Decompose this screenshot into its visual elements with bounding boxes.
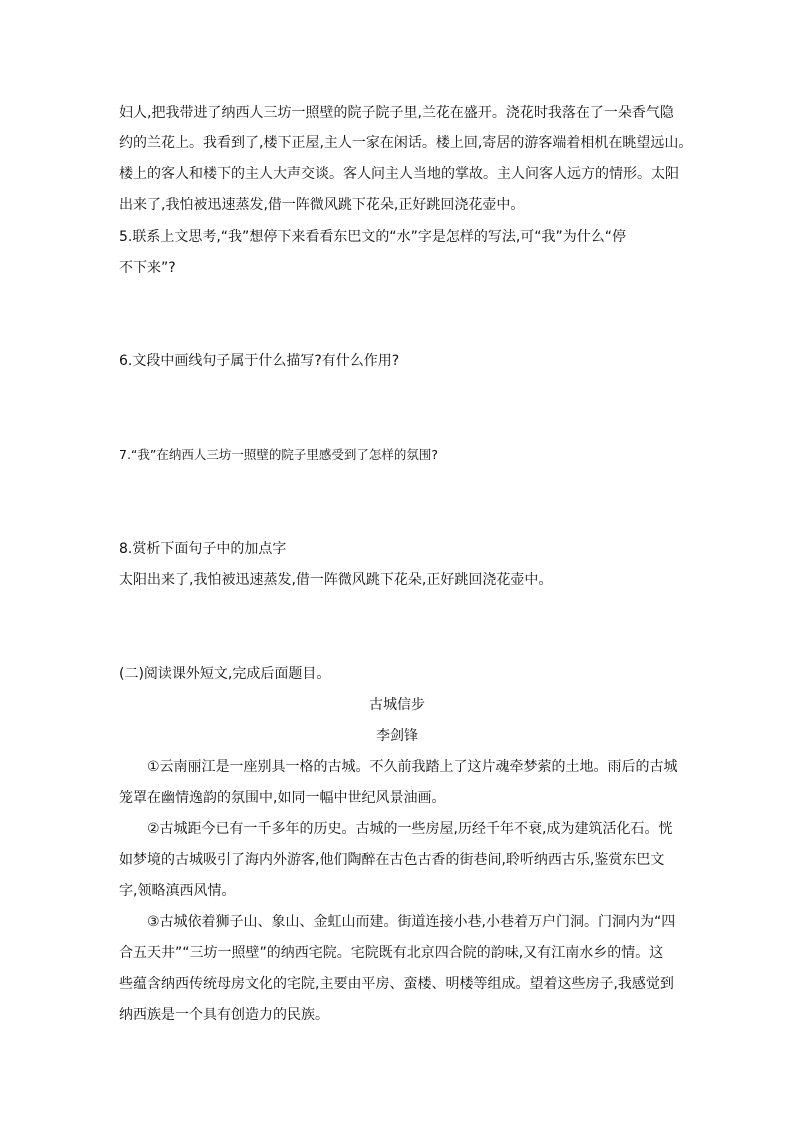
paragraph-1-line: 笼罩在幽情逸韵的氛围中,如同一幅中世纪风景油画。 — [119, 790, 446, 806]
paragraph-3-line: 纳西族是一个具有创造力的民族。 — [119, 1007, 329, 1023]
article-author: 李剑锋 — [376, 728, 418, 744]
question-8-sentence: 太阳出来了,我怕被迅速蒸发,借一阵微风跳下花朵,正好跳回浇花壶中。 — [119, 572, 553, 588]
passage-line: 出来了,我怕被迅速蒸发,借一阵微风跳下花朵,正好跳回浇花壶中。 — [119, 197, 525, 213]
passage-line: 妇人,把我带进了纳西人三坊一照壁的院子院子里,兰花在盛开。浇花时我落在了一朵香气隐 — [119, 105, 674, 121]
question-6: 6.文段中画线句子属于什么描写?有什么作用? — [119, 353, 400, 369]
section-heading: (二)阅读课外短文,完成后面题目。 — [119, 666, 331, 682]
question-5-continued: 不下来”? — [119, 260, 176, 276]
paragraph-3-line: ③古城依着狮子山、象山、金虹山而建。街道连接小巷,小巷着万户门洞。门洞内为“四 — [147, 914, 676, 930]
paragraph-2-line: 字,领略滇西风情。 — [119, 883, 236, 899]
question-8: 8.赏析下面句子中的加点字 — [119, 541, 287, 557]
question-7: 7.“我”在纳西人三坊一照壁的院子里感受到了怎样的氛围? — [119, 447, 439, 462]
paragraph-3-line: 合五天井”“三坊一照壁”的纳西宅院。宅院既有北京四合院的韵味,又有江南水乡的情。这 — [119, 945, 664, 961]
question-5: 5.联系上文思考,“我”想停下来看看东巴文的“水”字是怎样的写法,可“我”为什么“停 — [119, 229, 627, 245]
paragraph-2-line: 如梦境的古城吸引了海内外游客,他们陶醉在古色古香的街巷间,聆听纳西古乐,鉴赏东巴文 — [119, 852, 665, 868]
passage-line: 约的兰花上。我看到了,楼下正屋,主人一家在闲话。楼上回,寄居的游客端着相机在眺望远山。 — [119, 135, 693, 151]
paragraph-2-line: ②古城距今已有一千多年的历史。古城的一些房屋,历经千年不衰,成为建筑活化石。恍 — [147, 821, 673, 837]
article-title: 古城信步 — [369, 697, 425, 713]
paragraph-1-line: ①云南丽江是一座别具一格的古城。不久前我踏上了这片魂牵梦萦的土地。雨后的古城 — [147, 759, 678, 775]
passage-line: 楼上的客人和楼下的主人大声交谈。客人问主人当地的掌故。主人问客人远方的情形。太阳 — [119, 166, 679, 182]
paragraph-3-line: 些蕴含纳西传统母房文化的宅院,主要由平房、蛮楼、明楼等组成。望着这些房子,我感觉到 — [119, 976, 674, 992]
